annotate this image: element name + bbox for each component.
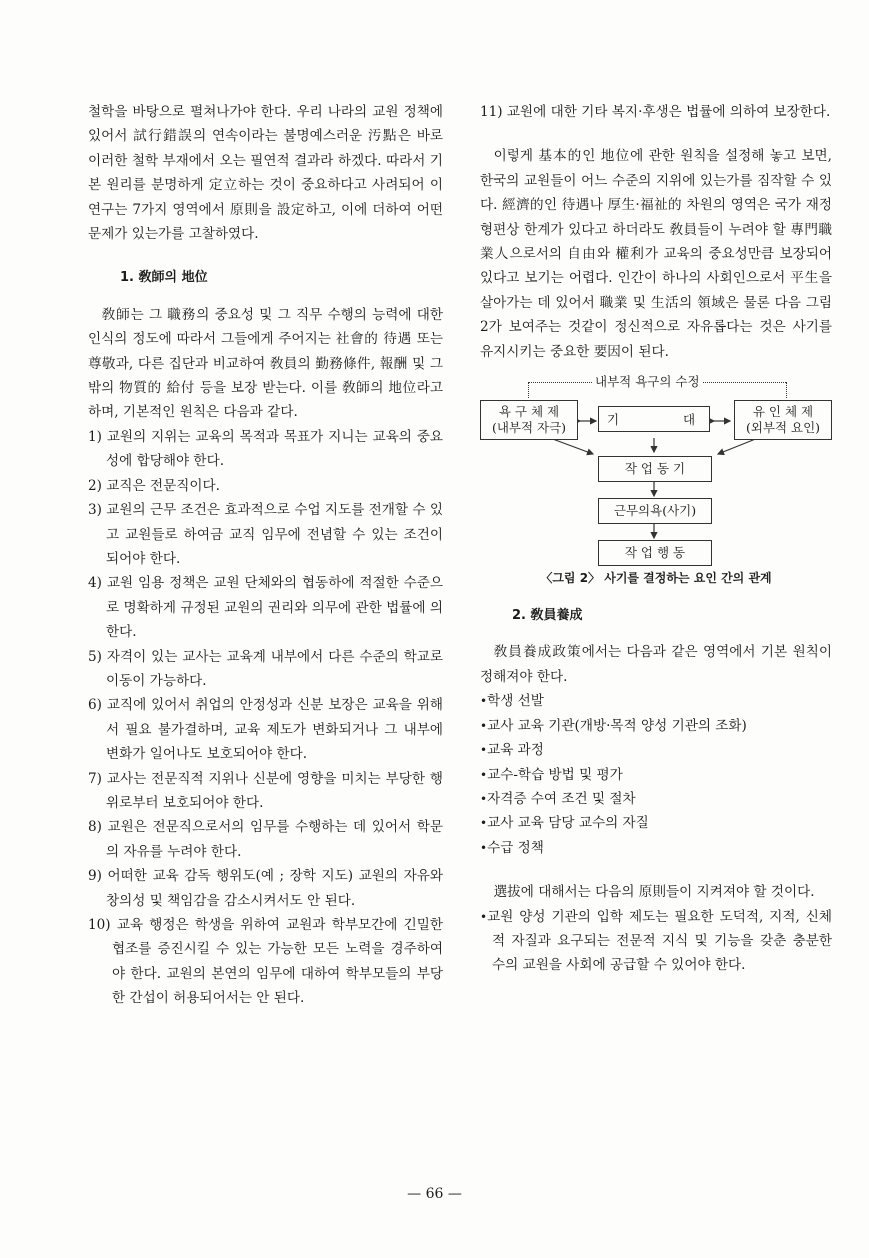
list-item: •교사 교육 담당 교수의 자질 <box>480 815 649 832</box>
work-behavior-box: 작 업 행 동 <box>598 540 712 566</box>
expectation-box: 기 대 <box>598 406 710 432</box>
feedback-line-left <box>528 382 529 398</box>
section1-paragraph: 敎師는 그 職務의 중요성 및 그 직무 수행의 능력에 대한 인식의 정도에 따라서 그들에게 주어지는 社會的 待遇 또는 尊敬과, 다른 집단과 비교하여 敎員의 勤務條件, 報酬 및 그 밖의 物質的 給付 등을 보장 받는다. 이를 敎師의 地位라고 하며, 기본적인 원칙은 다음과 같다. <box>88 306 443 421</box>
section2-heading: 2. 敎員養成 <box>512 608 583 624</box>
list-item-text: 자격증 수여 조건 및 절차 <box>487 790 636 807</box>
list-item: 3) 교원의 근무 조건은 효과적으로 수업 지도를 전개할 수 있고 교원들로 하여금 교직 임무에 전념할 수 있는 조건이 되어야 한다. <box>88 502 443 567</box>
training-areas-list <box>480 689 832 860</box>
figure-2-diagram <box>480 376 832 588</box>
list-item-text: 교육 과정 <box>487 742 544 759</box>
incentive-system-sub: (외부적 요인) <box>745 420 821 436</box>
list-item-text: 교수-학습 방법 및 평가 <box>487 766 623 783</box>
list-item: •교수-학습 방법 및 평가 <box>480 766 623 783</box>
list-item: •자격증 수여 조건 및 절차 <box>480 790 636 807</box>
intro-paragraph: 철학을 바탕으로 펼쳐나가야 한다. 우리 나라의 교원 정책에 있어서 試行錯誤의 연속이라는 불명예스러운 汚點은 바로 이러한 철학 부재에서 오는 필연적 결과라 하겠다. 따라서 기본 원리를 분명하게 定立하는 것이 중요하다고 사려되어 이 연구는 7가지 영역에서 原則을 設定하고, 이에 더하여 어떤 문제가 있는가를 고찰하였다. <box>88 104 443 243</box>
page-number: — 66 — <box>407 1186 462 1202</box>
section1-heading: 1. 敎師의 地位 <box>120 270 208 286</box>
needs-system-box <box>480 400 578 440</box>
arrow-right-diag <box>718 438 758 454</box>
morale-box: 근무의욕(사기) <box>598 498 712 524</box>
feedback-line-right <box>786 382 787 398</box>
list-item-text: 교사 교육 기관(개방·목적 양성 기관의 조화) <box>487 717 747 734</box>
selection-paragraph: 選拔에 대해서는 다음의 原則들이 지켜져야 할 것이다. <box>493 884 815 901</box>
list-item: •학생 선발 <box>480 693 544 710</box>
right-column <box>480 100 832 978</box>
work-motivation-box: 작 업 동 기 <box>598 456 712 482</box>
list-item: 1) 교원의 지위는 교육의 목적과 목표가 지니는 교육의 중요성에 합당해야 한다. <box>88 428 443 470</box>
figure-caption: 〈그림 2〉 사기를 결정하는 요인 간의 관계 <box>540 571 772 586</box>
list-item: 4) 교원 임용 정책은 교원 단체와의 협동하에 적절한 수준으로 명확하게 규정된 교원의 권리와 의무에 관한 법률에 의한다. <box>88 575 443 641</box>
list-item: •교원 양성 기관의 입학 제도는 필요한 도덕적, 지적, 신체적 자질과 요구되는 전문적 지식 및 기능을 갖춘 충분한 수의 교원을 사회에 공급할 수 있어야 한다. <box>480 908 832 974</box>
list-item-text: 교사 교육 담당 교수의 자질 <box>487 815 649 832</box>
section2-paragraph: 敎員養成政策에서는 다음과 같은 영역에서 기본 원칙이 정해져야 한다. <box>480 644 832 685</box>
selection-principles-list <box>480 905 832 978</box>
feedback-label: 내부적 욕구의 수정 <box>592 374 703 390</box>
list-item-text: 교원 양성 기관의 입학 제도는 필요한 도덕적, 지적, 신체적 자질과 요구되는 전문적 지식 및 기능을 갖춘 충분한 수의 교원을 사회에 공급할 수 있어야 한다. <box>487 908 832 974</box>
list-item: 6) 교직에 있어서 취업의 안정성과 신분 보장은 교육을 위해서 필요 불가결하며, 교육 제도가 변화되거나 그 내부에 변화가 일어나도 보호되어야 한다. <box>88 697 443 763</box>
needs-system-sub: (내부적 자극) <box>491 420 567 436</box>
left-column <box>88 100 443 1011</box>
list-item: 7) 교사는 전문직적 지위나 신분에 영향을 미치는 부당한 행위로부터 보호되어야 한다. <box>88 770 443 811</box>
needs-system-label: 욕 구 체 제 <box>498 404 560 420</box>
list-item-text: 학생 선발 <box>487 693 544 710</box>
list-item: 8) 교원은 전문직으로서의 임무를 수행하는 데 있어서 학문의 자유를 누려야 한다. <box>88 819 443 860</box>
list-item: 9) 어떠한 교육 감독 행위도(예 ; 장학 지도) 교원의 자유와 창의성 및 책임감을 감소시켜서도 안 된다. <box>88 868 443 909</box>
list-item: 5) 자격이 있는 교사는 교육계 내부에서 다른 수준의 학교로 이동이 가능하다. <box>88 648 443 689</box>
arrow-left-diag <box>550 438 593 454</box>
list-item: 2) 교직은 전문직이다. <box>88 477 220 494</box>
list-item-text: 수급 정책 <box>487 839 544 856</box>
status-principles-list <box>88 425 443 1011</box>
list-item: •수급 정책 <box>480 839 544 856</box>
incentive-system-box <box>734 400 832 440</box>
list-item: •교육 과정 <box>480 742 544 759</box>
status-discussion-paragraph: 이렇게 基本的인 地位에 관한 원칙을 설정해 놓고 보면, 한국의 교원들이 어느 수준의 지위에 있는가를 짐작할 수 있다. 經濟的인 待遇나 厚生·福祉的 차원의 영역은 국가 재정 형편상 한계가 있다고 하더라도 敎員들이 누려야 할 專門職業人으로서의 自由와 權利가 교육의 중요성만큼 보장되어 있다고 보기는 어렵다. 인간이 하나의 사회인으로서 平生을 살아가는 데 있어서 職業 및 生活의 領域은 물론 다음 그림 2가 보여주는 것같이 정신적으로 자유롭다는 것은 사기를 유지시키는 중요한 要因이 된다. <box>480 148 832 360</box>
item-11: 11) 교원에 대한 기타 복지·후생은 법률에 의하여 보장한다. <box>480 104 831 120</box>
list-item: 10) 교육 행정은 학생을 위하여 교원과 학부모간에 긴밀한 협조를 증진시킬 수 있는 가능한 모든 노력을 경주하여야 한다. 교원의 본연의 임무에 대하여 학부모들의 부당한 간섭이 허용되어서는 안 된다. <box>88 917 443 1007</box>
list-item: •교사 교육 기관(개방·목적 양성 기관의 조화) <box>480 717 747 734</box>
incentive-system-label: 유 인 체 제 <box>752 404 814 420</box>
